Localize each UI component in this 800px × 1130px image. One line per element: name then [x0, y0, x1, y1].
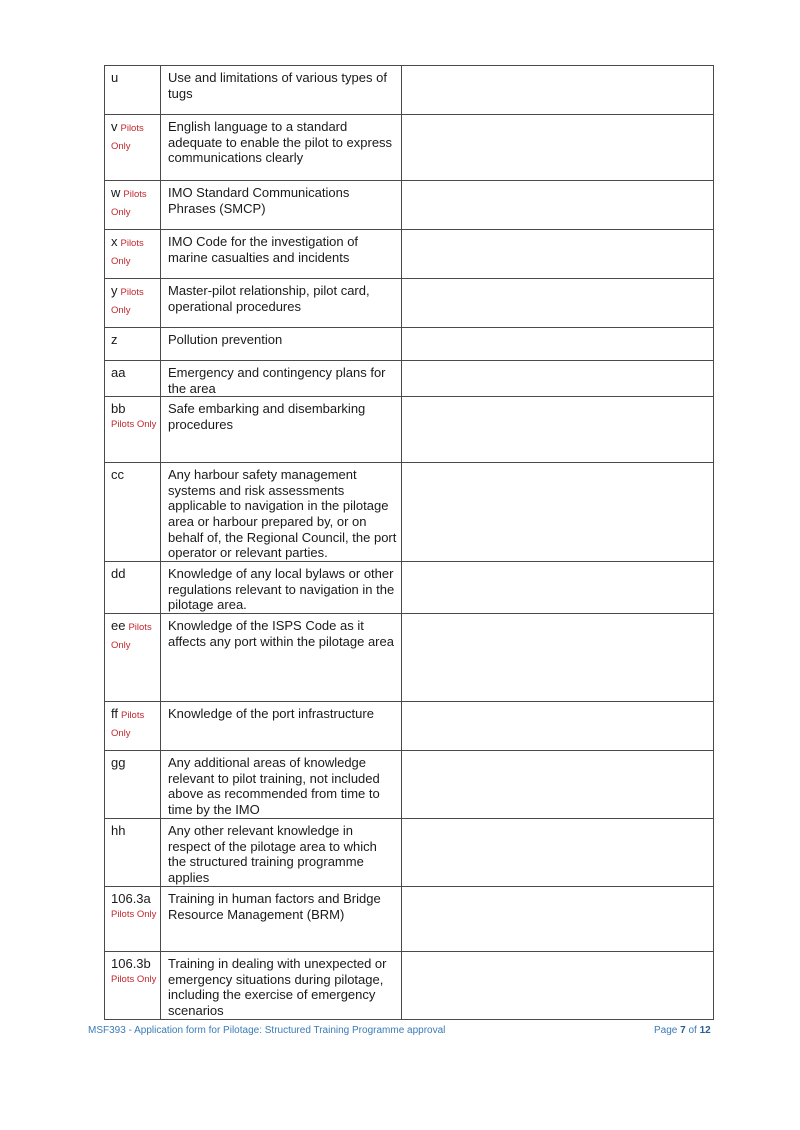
pilots-only-note: Pilots Only: [111, 419, 157, 431]
footer-form-title: MSF393 - Application form for Pilotage: Structured Training Programme approval: [88, 1025, 446, 1036]
table-row: [105, 887, 714, 952]
response-cell[interactable]: [402, 887, 714, 952]
item-description: Training in dealing with unexpected or emergency situations during pilotage, including the exercise of emergency scenarios: [161, 952, 402, 1019]
pilots-only-note: Pilots Only: [111, 287, 144, 316]
item-code-cell: [105, 397, 161, 463]
table-row: [105, 279, 714, 328]
item-description: Use and limitations of various types of tugs: [161, 66, 402, 115]
item-description: Any additional areas of knowledge relevant to pilot training, not included above as recommended from time to time by the IMO: [161, 751, 402, 819]
item-code: w: [111, 185, 121, 200]
item-code: u: [111, 70, 119, 85]
item-code-cell: [105, 279, 161, 328]
page-of: of: [688, 1025, 697, 1036]
item-code-cell: [105, 562, 161, 614]
item-code-cell: [105, 463, 161, 562]
item-code-cell: [105, 819, 161, 887]
response-cell[interactable]: [402, 279, 714, 328]
item-code-cell: [105, 115, 161, 181]
response-cell[interactable]: [402, 328, 714, 361]
item-code: dd: [111, 566, 126, 582]
item-code-cell: [105, 361, 161, 397]
item-description: Pollution prevention: [161, 328, 402, 361]
item-code: v: [111, 119, 118, 134]
item-description: Emergency and contingency plans for the area: [161, 361, 402, 397]
table-row: [105, 328, 714, 361]
item-code: x: [111, 234, 118, 249]
item-description: Master-pilot relationship, pilot card, operational procedures: [161, 279, 402, 328]
item-code: hh: [111, 823, 126, 839]
table-row: [105, 614, 714, 702]
item-description: Training in human factors and Bridge Resource Management (BRM): [161, 887, 402, 952]
item-code-cell: [105, 328, 161, 361]
table-row: [105, 751, 714, 819]
item-description: IMO Standard Communications Phrases (SMCP): [161, 181, 402, 230]
response-cell[interactable]: [402, 397, 714, 463]
pilots-only-note: Pilots Only: [111, 974, 157, 986]
item-description: Knowledge of the ISPS Code as it affects any port within the pilotage area: [161, 614, 402, 702]
table-row: [105, 463, 714, 562]
item-code-cell: [105, 230, 161, 279]
response-cell[interactable]: [402, 66, 714, 115]
item-description: Safe embarking and disembarking procedures: [161, 397, 402, 463]
table-row: [105, 181, 714, 230]
pilots-only-note: Pilots Only: [111, 622, 152, 652]
response-cell[interactable]: [402, 230, 714, 279]
item-code-cell: [105, 887, 161, 952]
table-row: [105, 361, 714, 397]
response-cell[interactable]: [402, 819, 714, 887]
item-code-cell: [105, 181, 161, 230]
response-cell[interactable]: [402, 751, 714, 819]
page-total: 12: [699, 1025, 711, 1036]
table-row: [105, 230, 714, 279]
item-code: z: [111, 332, 118, 347]
item-code: ff: [111, 706, 118, 722]
item-code-cell: [105, 66, 161, 115]
item-description: Knowledge of the port infrastructure: [161, 702, 402, 751]
item-code: ee: [111, 618, 126, 634]
item-code: cc: [111, 467, 124, 483]
item-code-cell: [105, 702, 161, 751]
pilots-only-note: Pilots Only: [111, 710, 145, 740]
pilots-only-note: Pilots Only: [111, 189, 147, 218]
page-label: Page: [654, 1025, 678, 1036]
pilots-only-note: Pilots Only: [111, 123, 144, 152]
response-cell[interactable]: [402, 361, 714, 397]
item-code: gg: [111, 755, 126, 771]
item-code-cell: [105, 751, 161, 819]
pilots-only-note: Pilots Only: [111, 909, 157, 921]
item-code: 106.3a: [111, 891, 151, 907]
item-code-cell: [105, 952, 161, 1019]
table-row: [105, 66, 714, 115]
item-description: Knowledge of any local bylaws or other regulations relevant to navigation in the pilotage area.: [161, 562, 402, 614]
response-cell[interactable]: [402, 115, 714, 181]
item-code-cell: [105, 614, 161, 702]
table-row: [105, 702, 714, 751]
table-row: [105, 397, 714, 463]
item-description: Any harbour safety management systems and risk assessments applicable to navigation in the pilotage area or harbour prepared by, or on behalf of, the Regional Council, the port operator or relevant parties.: [161, 463, 402, 562]
requirements-table: [104, 65, 714, 1020]
pilots-only-note: Pilots Only: [111, 238, 144, 267]
response-cell[interactable]: [402, 562, 714, 614]
page-current: 7: [680, 1025, 686, 1036]
response-cell[interactable]: [402, 952, 714, 1019]
item-description: Any other relevant knowledge in respect of the pilotage area to which the structured training programme applies: [161, 819, 402, 887]
item-code: 106.3b: [111, 956, 151, 972]
item-description: English language to a standard adequate to enable the pilot to express communications clearly: [161, 115, 402, 181]
response-cell[interactable]: [402, 614, 714, 702]
table-row: [105, 819, 714, 887]
response-cell[interactable]: [402, 181, 714, 230]
item-description: IMO Code for the investigation of marine casualties and incidents: [161, 230, 402, 279]
response-cell[interactable]: [402, 463, 714, 562]
item-code: bb: [111, 401, 126, 417]
item-code: aa: [111, 365, 126, 380]
item-code: y: [111, 283, 118, 298]
footer-page-number: [654, 1025, 711, 1036]
table-row: [105, 562, 714, 614]
table-row: [105, 115, 714, 181]
table-row: [105, 952, 714, 1019]
response-cell[interactable]: [402, 702, 714, 751]
